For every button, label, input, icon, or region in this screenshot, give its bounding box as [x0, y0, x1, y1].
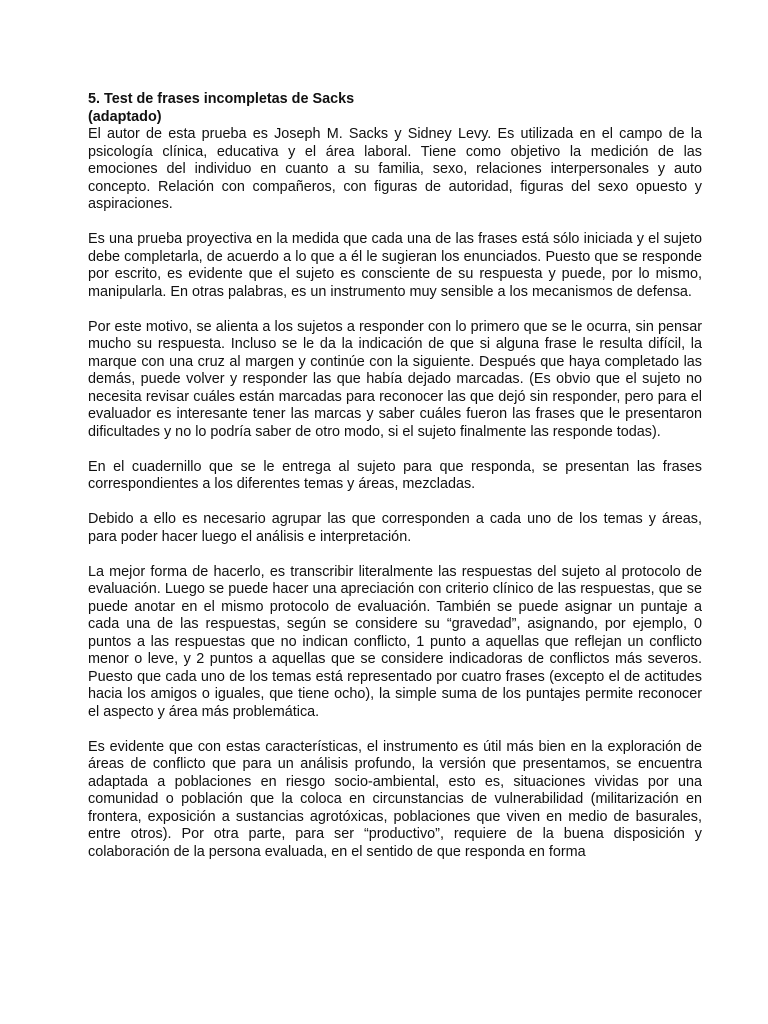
paragraph-7: Es evidente que con estas características, el instrumento es útil más bien en la exploración de áreas de conflicto que para un análisis profundo, la versión que presentamos, se encuentra adaptada a poblaciones en riesgo socio-ambiental, esto es, situaciones vividas por una comunidad o población que la coloca en circunstancias de vulnerabilidad (militarización en frontera, exposición a sustancias agrotóxicas, poblaciones que viven en medio de basurales, entre otros). Por otra parte, para ser “productivo”, requiere de la buena disposición y colaboración de la persona evaluada, en el sentido de que responda en forma — [88, 738, 702, 860]
document-page — [88, 91, 702, 861]
paragraph-6: La mejor forma de hacerlo, es transcribir literalmente las respuestas del sujeto al protocolo de evaluación. Luego se puede hacer una apreciación con criterio clínico de las respuestas, que se puede anotar en el mismo protocolo de evaluación. También se puede asignar un puntaje a cada una de las respuestas, según se considere su “gravedad”, asignando, por ejemplo, 0 puntos a las respuestas que no indican conflicto, 1 punto a aquellas que reflejan un conflicto menor o leve, y 2 puntos a aquellas que se considere indicadoras de conflictos más severos. Puesto que cada uno de los temas está representado por cuatro frases (excepto el de actitudes hacia los amigos o iguales, que tiene ocho), la simple suma de los puntajes permite reconocer el aspecto y área más problemática. — [88, 563, 702, 720]
section-title: 5. Test de frases incompletas de Sacks — [88, 91, 355, 107]
paragraph-2: Es una prueba proyectiva en la medida que cada una de las frases está sólo iniciada y el sujeto debe completarla, de acuerdo a lo que a él le sugieran los enunciados. Puesto que se responde por escrito, es evidente que el sujeto es consciente de su respuesta y puede, por lo mismo, manipularla. En otras palabras, es un instrumento muy sensible a los mecanismos de defensa. — [88, 231, 702, 300]
paragraph-1: El autor de esta prueba es Joseph M. Sacks y Sidney Levy. Es utilizada en el campo de la psicología clínica, educativa y el área laboral. Tiene como objetivo la medición de las emociones del individuo en cuanto a su familia, sexo, relaciones interpersonales y auto concepto. Relación con compañeros, con figuras de autoridad, figuras del sexo opuesto y aspiraciones. — [88, 126, 702, 212]
paragraph-3: Por este motivo, se alienta a los sujetos a responder con lo primero que se le ocurra, sin pensar mucho su respuesta. Incluso se le da la indicación de que si alguna frase le resulta difícil, la marque con una cruz al margen y continúe con la siguiente. Después que haya completado las demás, puede volver y responder las que había dejado marcadas. (Es obvio que el sujeto no necesita revisar cuáles están marcadas para reconocer las que dejó sin responder, pero para el evaluador es interesante tener las marcas y saber cuáles fueron las frases que le presentaron dificultades y no lo podría saber de otro modo, si el sujeto finalmente las responde todas). — [88, 318, 702, 440]
paragraph-4: En el cuadernillo que se le entrega al sujeto para que responda, se presentan las frases correspondientes a los diferentes temas y áreas, mezcladas. — [88, 458, 702, 492]
paragraph-5: Debido a ello es necesario agrupar las que corresponden a cada uno de los temas y áreas, para poder hacer luego el análisis e interpretación. — [88, 511, 702, 545]
section-subtitle: (adaptado) — [88, 108, 162, 125]
